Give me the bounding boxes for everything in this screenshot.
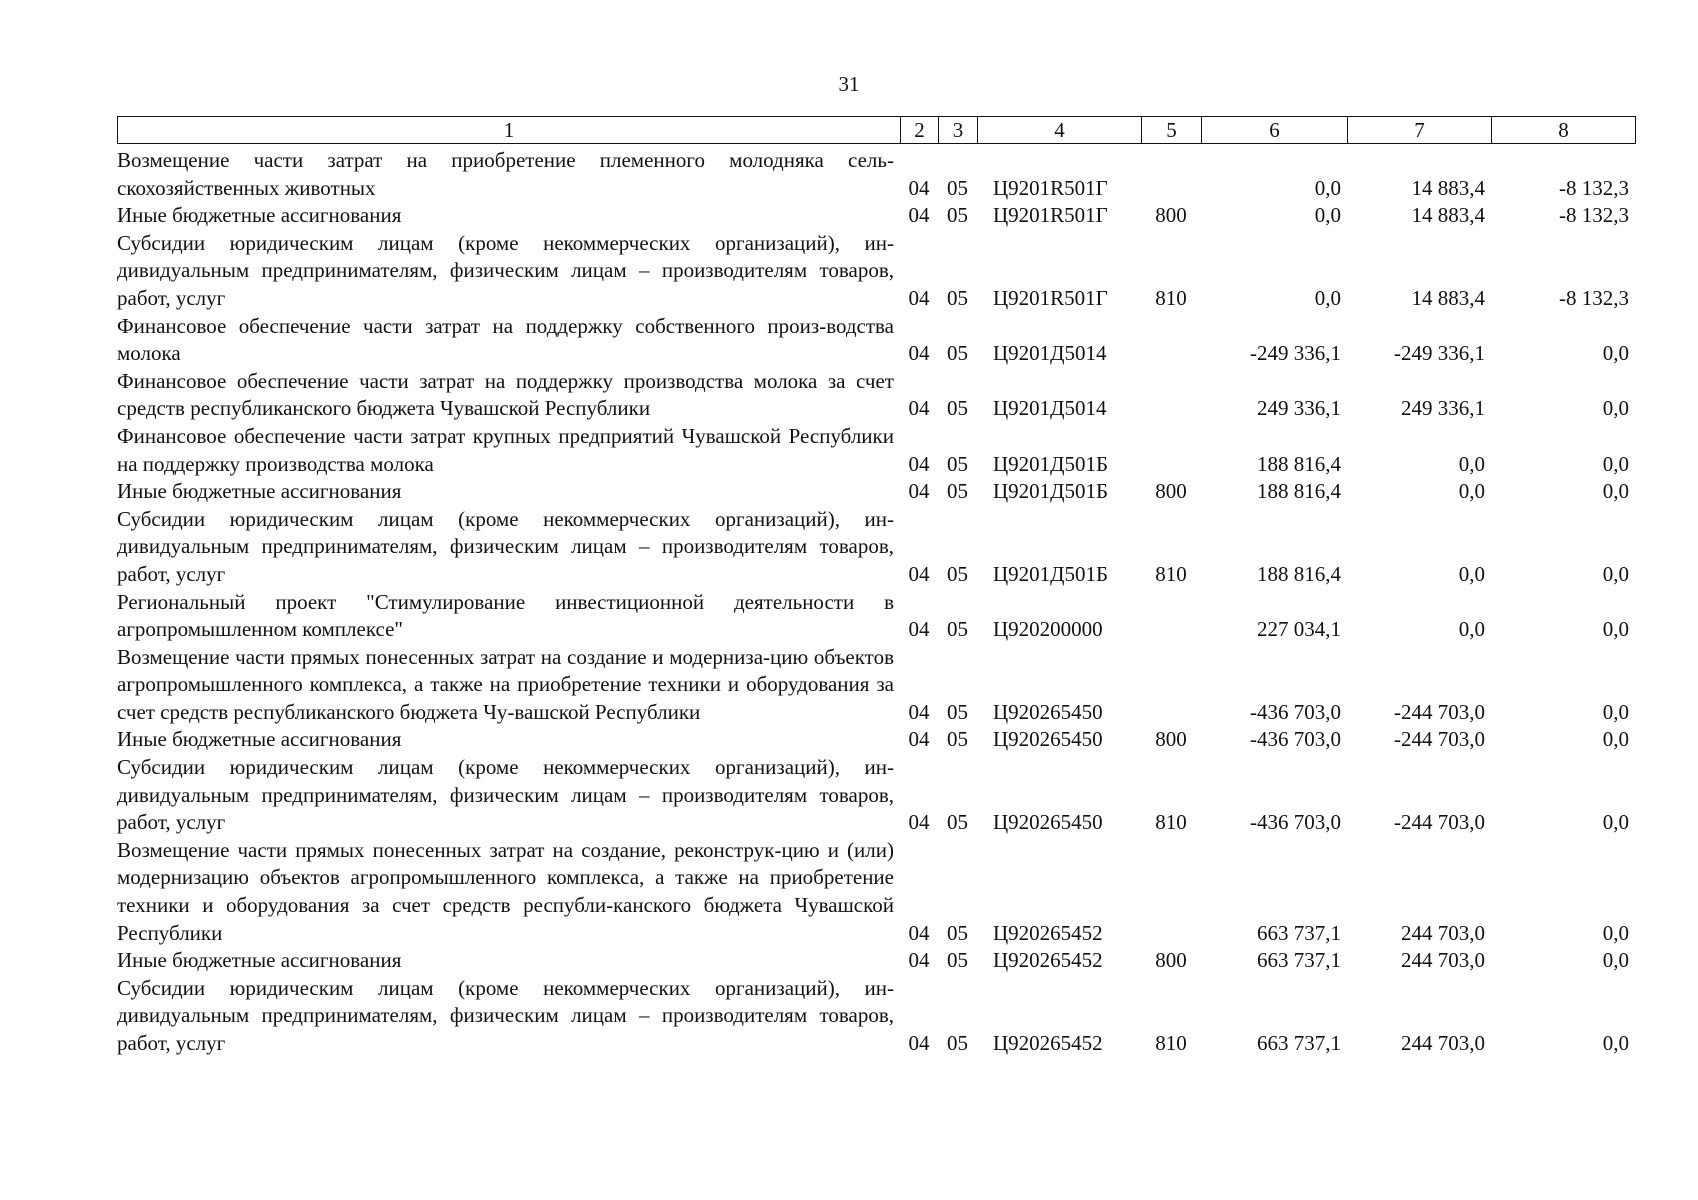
row-target-article-code: Ц920265450	[993, 699, 1103, 724]
row-value-col6: 188 816,4	[1257, 451, 1341, 476]
row-subsection-code: 05	[947, 285, 968, 310]
row-subsection-code: 05	[947, 727, 968, 752]
page-number: 31	[838, 72, 860, 96]
row-target-article-code: Ц9201Д501Б	[993, 561, 1109, 586]
row-description: Возмещение части прямых понесенных затрат на создание и модерниза-цию объектов агропромышленного комплекса, а также на приобретение техники и оборудования за счет средств республиканского бюджета Чу-вашской Республики	[117, 644, 894, 724]
row-value-col6: 663 737,1	[1257, 948, 1341, 973]
row-value-col7: 244 703,0	[1401, 920, 1485, 945]
row-expense-type-code: 800	[1155, 203, 1187, 228]
table-row	[117, 423, 1635, 478]
column-header-2: 2	[901, 117, 939, 144]
table-row	[117, 368, 1635, 423]
row-description: Иные бюджетные ассигнования	[117, 727, 402, 752]
row-description: Финансовое обеспечение части затрат на поддержку собственного произ-водства молока	[117, 313, 894, 366]
row-subsection-code: 05	[947, 699, 968, 724]
row-expense-type-code	[1141, 644, 1201, 727]
row-target-article-code: Ц920265450	[993, 727, 1103, 752]
column-header-3: 3	[939, 117, 978, 144]
row-value-col6: 188 816,4	[1257, 479, 1341, 504]
row-section-code: 04	[908, 451, 930, 476]
row-target-article-code: Ц9201R501Г	[993, 285, 1108, 310]
table-row	[117, 230, 1635, 313]
table-row	[117, 147, 1635, 202]
row-value-col6: 0,0	[1314, 285, 1341, 310]
row-expense-type-code: 810	[1155, 810, 1187, 835]
row-description: Субсидии юридическим лицам (кроме некоммерческих организаций), ин-дивидуальным предпринимателям, физическим лицам – производителям товаров, работ, услуг	[117, 506, 894, 586]
row-subsection-code: 05	[947, 948, 968, 973]
row-expense-type-code: 800	[1155, 479, 1187, 504]
row-expense-type-code: 810	[1155, 561, 1187, 586]
row-value-col7: 14 883,4	[1411, 285, 1485, 310]
row-section-code: 04	[908, 175, 930, 200]
row-value-col8: 0,0	[1602, 479, 1629, 504]
table-row	[117, 975, 1635, 1058]
budget-table	[117, 147, 1635, 1058]
row-expense-type-code: 810	[1155, 1031, 1187, 1055]
row-subsection-code: 05	[947, 1031, 968, 1055]
row-target-article-code: Ц9201Д501Б	[993, 479, 1109, 504]
column-header-7: 7	[1348, 117, 1492, 144]
table-row	[117, 837, 1635, 947]
row-value-col7: -244 703,0	[1394, 699, 1485, 724]
row-value-col6: 227 034,1	[1257, 617, 1341, 642]
table-row	[117, 644, 1635, 727]
row-value-col7: 0,0	[1458, 617, 1485, 642]
row-value-col7: 14 883,4	[1411, 175, 1485, 200]
row-section-code: 04	[908, 727, 930, 752]
row-subsection-code: 05	[947, 479, 968, 504]
row-section-code: 04	[908, 699, 930, 724]
row-value-col6: -436 703,0	[1250, 727, 1341, 752]
row-value-col6: 663 737,1	[1257, 920, 1341, 945]
column-header-6: 6	[1202, 117, 1348, 144]
row-value-col7: -244 703,0	[1394, 727, 1485, 752]
row-value-col6: -436 703,0	[1250, 699, 1341, 724]
row-subsection-code: 05	[947, 175, 968, 200]
row-expense-type-code	[1141, 368, 1201, 423]
row-section-code: 04	[908, 920, 930, 945]
row-value-col6: 0,0	[1314, 175, 1341, 200]
row-description: Субсидии юридическим лицам (кроме некоммерческих организаций), ин-дивидуальным предпринимателям, физическим лицам – производителям товаров, работ, услуг	[117, 230, 894, 310]
row-value-col8: -8 132,3	[1559, 285, 1629, 310]
row-expense-type-code	[1141, 423, 1201, 478]
row-subsection-code: 05	[947, 341, 968, 366]
row-target-article-code: Ц9201Д501Б	[993, 451, 1109, 476]
row-value-col8: 0,0	[1602, 396, 1629, 421]
table-body	[117, 147, 1635, 1058]
row-description: Иные бюджетные ассигнования	[117, 479, 402, 504]
row-section-code: 04	[908, 617, 930, 642]
row-description: Иные бюджетные ассигнования	[117, 203, 402, 228]
table-row	[117, 478, 1635, 506]
row-section-code: 04	[908, 561, 930, 586]
row-section-code: 04	[908, 341, 930, 366]
row-target-article-code: Ц920200000	[993, 617, 1103, 642]
table-row	[117, 506, 1635, 589]
row-description: Возмещение части прямых понесенных затрат на создание, реконструк-цию и (или) модернизацию объектов агропромышленного комплекса, а также на приобретение техники и оборудования за счет средств республи-канского бюджета Чувашской Республики	[117, 837, 894, 945]
row-subsection-code: 05	[947, 810, 968, 835]
row-section-code: 04	[908, 948, 930, 973]
row-expense-type-code	[1141, 313, 1201, 368]
table-row	[117, 313, 1635, 368]
row-value-col8: 0,0	[1602, 920, 1629, 945]
row-subsection-code: 05	[947, 617, 968, 642]
row-value-col8: 0,0	[1602, 948, 1629, 973]
row-expense-type-code: 810	[1155, 285, 1187, 310]
row-value-col8: 0,0	[1602, 699, 1629, 724]
row-value-col6: -249 336,1	[1250, 341, 1341, 366]
row-description: Возмещение части затрат на приобретение племенного молодняка сель-скохозяйственных животных	[117, 148, 894, 200]
row-expense-type-code	[1141, 837, 1201, 947]
row-target-article-code: Ц9201R501Г	[993, 175, 1108, 200]
column-header-1: 1	[118, 117, 901, 144]
table-row	[117, 726, 1635, 754]
row-expense-type-code: 800	[1155, 727, 1187, 752]
row-value-col8: 0,0	[1602, 1031, 1629, 1055]
row-target-article-code: Ц920265452	[993, 920, 1103, 945]
row-expense-type-code	[1141, 147, 1201, 202]
column-header-row	[118, 117, 1636, 144]
row-value-col8: 0,0	[1602, 617, 1629, 642]
row-target-article-code: Ц920265450	[993, 810, 1103, 835]
row-value-col8: 0,0	[1602, 561, 1629, 586]
row-value-col8: -8 132,3	[1559, 203, 1629, 228]
row-expense-type-code	[1141, 589, 1201, 644]
row-expense-type-code: 800	[1155, 948, 1187, 973]
row-value-col7: -244 703,0	[1394, 810, 1485, 835]
table-row	[117, 202, 1635, 230]
row-description: Иные бюджетные ассигнования	[117, 948, 402, 973]
column-header-table	[117, 116, 1636, 144]
row-section-code: 04	[908, 203, 930, 228]
row-section-code: 04	[908, 285, 930, 310]
row-description: Финансовое обеспечение части затрат крупных предприятий Чувашской Республики на поддержку производства молока	[117, 423, 894, 476]
row-value-col7: 14 883,4	[1411, 203, 1485, 228]
row-section-code: 04	[908, 479, 930, 504]
row-value-col6: 0,0	[1314, 203, 1341, 228]
row-description: Субсидии юридическим лицам (кроме некоммерческих организаций), ин-дивидуальным предпринимателям, физическим лицам – производителям товаров, работ, услуг	[117, 755, 894, 835]
row-description: Финансовое обеспечение части затрат на поддержку производства молока за счет средств республиканского бюджета Чувашской Республики	[117, 368, 894, 421]
row-value-col7: 0,0	[1458, 451, 1485, 476]
row-value-col8: 0,0	[1602, 727, 1629, 752]
row-value-col8: 0,0	[1602, 810, 1629, 835]
column-header-8: 8	[1492, 117, 1636, 144]
row-value-col7: 244 703,0	[1401, 948, 1485, 973]
row-value-col7: -249 336,1	[1394, 341, 1485, 366]
row-value-col6: -436 703,0	[1250, 810, 1341, 835]
row-subsection-code: 05	[947, 203, 968, 228]
row-subsection-code: 05	[947, 561, 968, 586]
row-subsection-code: 05	[947, 920, 968, 945]
row-value-col7: 0,0	[1458, 561, 1485, 586]
column-header-4: 4	[978, 117, 1142, 144]
row-description: Региональный проект "Стимулирование инвестиционной деятельности в агропромышленном комплексе"	[117, 589, 894, 642]
row-target-article-code: Ц9201R501Г	[993, 203, 1108, 228]
table-row	[117, 947, 1635, 975]
row-target-article-code: Ц920265452	[993, 948, 1103, 973]
row-target-article-code: Ц9201Д5014	[993, 396, 1107, 421]
row-value-col6: 663 737,1	[1257, 1031, 1341, 1055]
row-subsection-code: 05	[947, 451, 968, 476]
row-target-article-code: Ц9201Д5014	[993, 341, 1107, 366]
row-value-col8: -8 132,3	[1559, 175, 1629, 200]
row-value-col6: 188 816,4	[1257, 561, 1341, 586]
table-row	[117, 589, 1635, 644]
row-section-code: 04	[908, 396, 930, 421]
column-header-5: 5	[1142, 117, 1202, 144]
row-value-col7: 244 703,0	[1401, 1031, 1485, 1055]
row-section-code: 04	[908, 810, 930, 835]
row-value-col6: 249 336,1	[1257, 396, 1341, 421]
row-subsection-code: 05	[947, 396, 968, 421]
row-value-col8: 0,0	[1602, 451, 1629, 476]
row-value-col8: 0,0	[1602, 341, 1629, 366]
row-target-article-code: Ц920265452	[993, 1031, 1103, 1055]
row-value-col7: 249 336,1	[1401, 396, 1485, 421]
row-description: Субсидии юридическим лицам (кроме некоммерческих организаций), ин-дивидуальным предпринимателям, физическим лицам – производителям товаров, работ, услуг	[117, 975, 894, 1055]
table-row	[117, 754, 1635, 837]
row-section-code: 04	[908, 1031, 930, 1055]
row-value-col7: 0,0	[1458, 479, 1485, 504]
